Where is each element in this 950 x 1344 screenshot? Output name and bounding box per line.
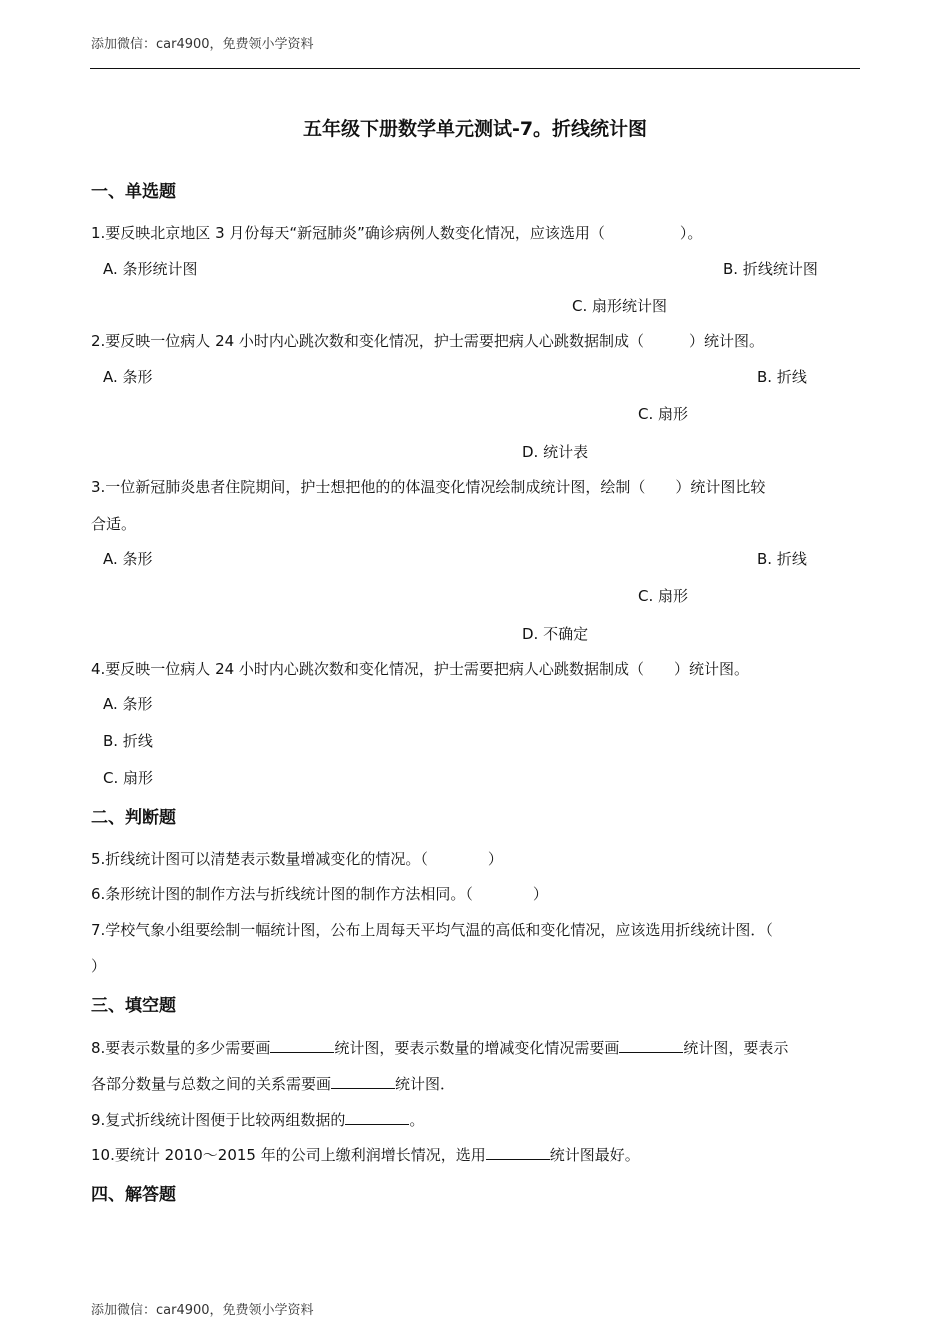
q1-option-b: B. 折线统计图 bbox=[723, 260, 818, 278]
question-7-line-1: 7.学校气象小组要绘制一幅统计图，公布上周每天平均气温的高低和变化情况，应该选用折线统计图．（ bbox=[91, 921, 773, 939]
question-6: 6.条形统计图的制作方法与折线统计图的制作方法相同。（ ） bbox=[91, 885, 548, 903]
answer-blank[interactable] bbox=[331, 1075, 395, 1089]
page-title: 五年级下册数学单元测试-7。折线统计图 bbox=[302, 118, 648, 140]
question-10 bbox=[91, 1144, 640, 1165]
q2-option-a: A. 条形 bbox=[103, 368, 153, 386]
section-heading-single-choice: 一、单选题 bbox=[91, 182, 176, 202]
header-divider bbox=[90, 68, 860, 69]
q8-text-3: 统计图，要表示 bbox=[683, 1039, 789, 1057]
footer-note: 添加微信：car4900，免费领小学资料 bbox=[91, 1303, 314, 1318]
question-9 bbox=[91, 1109, 424, 1130]
section-heading-fill-blank: 三、填空题 bbox=[91, 996, 176, 1016]
q8-text-1: 8.要表示数量的多少需要画 bbox=[91, 1039, 271, 1057]
question-1: 1.要反映北京地区 3 月份每天“新冠肺炎”确诊病例人数变化情况，应该选用（ ）。 bbox=[91, 224, 703, 242]
q3-option-b: B. 折线 bbox=[757, 550, 807, 568]
q2-option-c: C. 扇形 bbox=[638, 405, 689, 423]
answer-blank[interactable] bbox=[270, 1039, 334, 1053]
q8-text-2: 统计图，要表示数量的增减变化情况需要画 bbox=[334, 1039, 620, 1057]
q4-option-b: B. 折线 bbox=[103, 732, 153, 750]
question-3-line-1: 3.一位新冠肺炎患者住院期间，护士想把他的的体温变化情况绘制成统计图，绘制（ ）统计图比较 bbox=[91, 478, 766, 496]
q10-text-2: 统计图最好。 bbox=[549, 1146, 640, 1164]
q4-option-c: C. 扇形 bbox=[103, 769, 154, 787]
q8-text-4: 各部分数量与总数之间的关系需要画 bbox=[91, 1075, 332, 1093]
question-8-line-1 bbox=[91, 1037, 788, 1058]
q1-option-c: C. 扇形统计图 bbox=[572, 297, 668, 315]
q3-option-c: C. 扇形 bbox=[638, 587, 689, 605]
header-note: 添加微信：car4900，免费领小学资料 bbox=[91, 37, 314, 52]
section-heading-answer: 四、解答题 bbox=[91, 1185, 176, 1205]
q2-option-b: B. 折线 bbox=[757, 368, 807, 386]
answer-blank[interactable] bbox=[345, 1111, 409, 1125]
question-7-line-2: ） bbox=[91, 957, 107, 975]
answer-blank[interactable] bbox=[486, 1146, 550, 1160]
q8-text-5: 统计图． bbox=[395, 1075, 456, 1093]
question-3-line-2: 合适。 bbox=[91, 515, 137, 533]
question-5: 5.折线统计图可以清楚表示数量增减变化的情况。（ ） bbox=[91, 850, 503, 868]
q9-text-2: 。 bbox=[409, 1111, 425, 1129]
answer-blank[interactable] bbox=[619, 1039, 683, 1053]
question-2: 2.要反映一位病人 24 小时内心跳次数和变化情况，护士需要把病人心跳数据制成（ ）统计图。 bbox=[91, 332, 764, 350]
q9-text-1: 9.复式折线统计图便于比较两组数据的 bbox=[91, 1111, 346, 1129]
q2-option-d: D. 统计表 bbox=[522, 443, 589, 461]
question-4: 4.要反映一位病人 24 小时内心跳次数和变化情况，护士需要把病人心跳数据制成（ ）统计图。 bbox=[91, 660, 749, 678]
question-8-line-2 bbox=[91, 1073, 455, 1094]
section-heading-true-false: 二、判断题 bbox=[91, 808, 176, 828]
q1-option-a: A. 条形统计图 bbox=[103, 260, 198, 278]
q4-option-a: A. 条形 bbox=[103, 695, 153, 713]
q3-option-a: A. 条形 bbox=[103, 550, 153, 568]
q10-text-1: 10.要统计 2010～2015 年的公司上缴利润增长情况，选用 bbox=[91, 1146, 486, 1164]
q3-option-d: D. 不确定 bbox=[522, 625, 589, 643]
